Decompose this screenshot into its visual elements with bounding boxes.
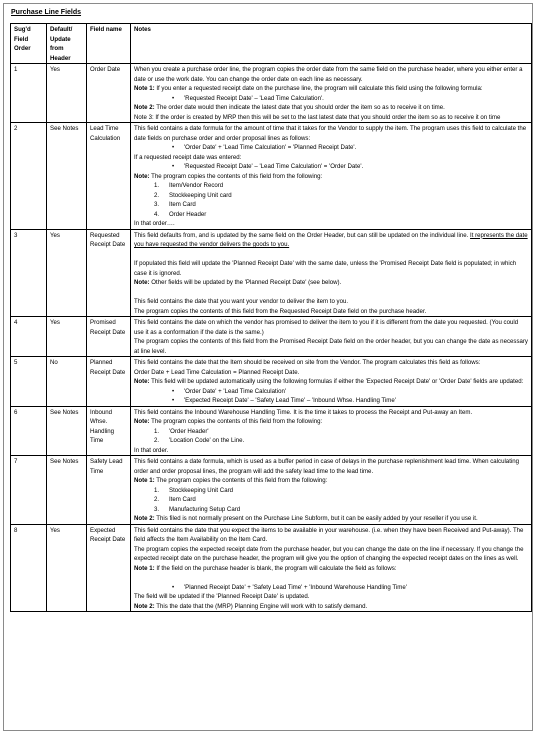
note-label: Note 1: bbox=[134, 85, 155, 92]
bullet-list bbox=[134, 583, 528, 593]
note-text: The program copies the contents of this field from the following: bbox=[149, 418, 323, 425]
note-text: The program copies the contents of this field from the Promised Receipt Date field on the order header, but you can change the date as necessary at line level. bbox=[134, 338, 528, 355]
note-text: This field contains the date that you expect the items to be available in your warehouse. (i.e. when they have been Received and Put-away). The field affects the Item Availability on the Item Card. bbox=[134, 526, 524, 543]
note-paragraph bbox=[134, 602, 528, 612]
numbered-list bbox=[134, 427, 528, 446]
cell-notes bbox=[131, 406, 532, 456]
purchase-line-fields-table bbox=[10, 23, 532, 612]
item-number: 2. bbox=[154, 437, 160, 444]
numbered-item-text: Stockkeeping Unit card bbox=[169, 191, 232, 199]
numbered-item bbox=[134, 436, 528, 446]
note-text: This field contains the date on which the vendor has promised to deliver the item to you if it is different from the date you requested. (You could use it as a conformation if the date is the same.) bbox=[134, 319, 519, 336]
note-paragraph bbox=[134, 446, 528, 456]
cell-field-name: Order Date bbox=[87, 64, 131, 123]
cell-field-name: Expected Receipt Date bbox=[87, 524, 131, 612]
note-paragraph bbox=[134, 259, 528, 278]
header-notes: Notes bbox=[131, 24, 532, 64]
note-paragraph bbox=[134, 476, 528, 486]
cell-default: No bbox=[47, 357, 87, 407]
cell-field-order: 1 bbox=[11, 64, 47, 123]
note-paragraph bbox=[134, 368, 528, 378]
note-label: Note: bbox=[134, 418, 150, 425]
cell-field-order: 8 bbox=[11, 524, 47, 612]
cell-default: See Notes bbox=[47, 406, 87, 456]
note-text: If the field on the purchase header is blank, the program will calculate the field as follows: bbox=[154, 564, 397, 572]
cell-notes bbox=[131, 64, 532, 123]
note-paragraph bbox=[134, 124, 528, 143]
note-text: The program copies the contents of this field from the Requested Receipt Date field on the purchase header. bbox=[134, 307, 427, 315]
note-text: In that order. bbox=[134, 446, 169, 454]
note-label: Note: bbox=[134, 279, 150, 286]
cell-default: Yes bbox=[47, 317, 87, 357]
cell-field-name: Inbound Whse. Handling Time bbox=[87, 406, 131, 456]
blank-line bbox=[134, 250, 528, 260]
cell-field-name: Promised Receipt Date bbox=[87, 317, 131, 357]
cell-field-name: Requested Receipt Date bbox=[87, 229, 131, 317]
table-row bbox=[11, 229, 532, 317]
note-text: If you enter a requested receipt date on the purchase line, the program will calculate this field using the following formula: bbox=[154, 85, 483, 92]
item-number: 4. bbox=[154, 210, 160, 218]
item-number: 1. bbox=[154, 427, 160, 435]
note-text: This field contains the date that you want your vendor to deliver the item to you. bbox=[134, 298, 349, 305]
note-paragraph bbox=[134, 172, 528, 182]
numbered-item-text: Item Card bbox=[169, 201, 196, 208]
bullet-list bbox=[134, 94, 528, 104]
note-paragraph bbox=[134, 103, 528, 113]
table-row bbox=[11, 406, 532, 456]
header-default: Default/ Update from Header bbox=[47, 24, 87, 64]
note-label: Note 2: bbox=[134, 104, 155, 111]
cell-field-name: Lead Time Calculation bbox=[87, 123, 131, 230]
cell-notes bbox=[131, 229, 532, 317]
note-text: When you create a purchase order line, the program copies the order date from the same field on the purchase header, where you either enter a date or use the work date. You can change the order date on each line as necessary. bbox=[134, 66, 523, 83]
note-underlined-text: It represents the date you have requested the vendor delivers the goods to you. bbox=[134, 231, 528, 248]
cell-field-name: Safety Lead Time bbox=[87, 456, 131, 525]
table-row bbox=[11, 456, 532, 525]
note-label: Note: bbox=[134, 378, 150, 385]
numbered-item-text: Item Card bbox=[169, 496, 196, 503]
note-label: Note 2: bbox=[134, 602, 155, 610]
numbered-item bbox=[134, 181, 528, 191]
cell-default: See Notes bbox=[47, 123, 87, 230]
table-body bbox=[11, 64, 532, 612]
cell-default: Yes bbox=[47, 229, 87, 317]
note-text: Order Date + Lead Time Calculation = Planned Receipt Date. bbox=[134, 368, 300, 376]
note-paragraph bbox=[134, 231, 528, 250]
cell-notes bbox=[131, 357, 532, 407]
cell-field-name: Planned Receipt Date bbox=[87, 357, 131, 407]
note-paragraph bbox=[134, 514, 528, 524]
note-paragraph bbox=[134, 278, 528, 288]
note-paragraph bbox=[134, 592, 528, 602]
note-paragraph bbox=[134, 337, 528, 356]
note-text: This field will be updated automatically using the following formulas if either the 'Expected Receipt Date' or 'Order Date' fields are updated: bbox=[149, 378, 524, 385]
table-row bbox=[11, 524, 532, 612]
bullet-item: • 'Expected Receipt Date' – 'Safety Lead Time' – 'Inbound Whse. Handling Time' bbox=[134, 396, 528, 406]
numbered-list bbox=[134, 486, 528, 515]
numbered-item bbox=[134, 191, 528, 201]
numbered-item bbox=[134, 486, 528, 496]
note-text: This filed is not normally present on the Purchase Line Subform, but it can be easily added by your reseller if you use it. bbox=[154, 515, 478, 522]
note-paragraph bbox=[134, 65, 528, 84]
note-text: The program copies the expected receipt date from the purchase header, but you can change the date on the line if necessary. If you change the expected receipt date on the purchase header, the program will give you the option of changing the expected receipt dates on the lines as well. bbox=[134, 545, 524, 562]
note-text: The order date would then indicate the latest date that you should order the item so as to receive it on time. bbox=[154, 104, 445, 111]
item-number: 1. bbox=[154, 486, 160, 494]
table-row bbox=[11, 123, 532, 230]
cell-default: Yes bbox=[47, 64, 87, 123]
numbered-item-text: 'Order Header' bbox=[169, 427, 209, 435]
numbered-item bbox=[134, 200, 528, 210]
cell-field-order: 4 bbox=[11, 317, 47, 357]
note-text: This field defaults from, and is updated by the same field on the Order Header, but can still be updated on the individual line. bbox=[134, 231, 471, 239]
item-number: 3. bbox=[154, 505, 160, 513]
cell-default: See Notes bbox=[47, 456, 87, 525]
note-text: This field contains the Inbound Warehouse Handling Time. It is the time it takes to process the Receipt and Put-away an Item. bbox=[134, 408, 473, 416]
cell-field-order: 7 bbox=[11, 456, 47, 525]
cell-notes bbox=[131, 524, 532, 612]
numbered-item-text: 'Location Code' on the Line. bbox=[169, 437, 245, 444]
note-text: Note 3: If the order is created by MRP then this will be set to the last latest date that you should order the item so as to receive it on time bbox=[134, 113, 501, 121]
note-paragraph bbox=[134, 84, 528, 94]
bullet-item: • 'Order Date' + 'Lead Time Calculation' = 'Planned Receipt Date'. bbox=[134, 143, 528, 153]
blank-line bbox=[134, 573, 528, 583]
bullet-list bbox=[134, 162, 528, 172]
note-paragraph bbox=[134, 545, 528, 564]
note-paragraph bbox=[134, 113, 528, 123]
cell-notes bbox=[131, 317, 532, 357]
note-text: This field contains a date formula for the amount of time that it takes for the Vendor to supply the item. The program uses this field to calculate the date fields on purchase order and order proposal lines as follows: bbox=[134, 125, 527, 142]
bullet-item: • 'Order Date' + 'Lead Time Calculation' bbox=[134, 387, 528, 397]
cell-field-order: 5 bbox=[11, 357, 47, 407]
item-number: 2. bbox=[154, 191, 160, 199]
note-label: Note 2: bbox=[134, 515, 155, 522]
note-label: Note 1: bbox=[134, 477, 155, 484]
item-number: 2. bbox=[154, 496, 160, 503]
note-label: Note 1: bbox=[134, 564, 155, 572]
note-text: The program copies the contents of this field from the following: bbox=[154, 477, 328, 484]
numbered-list bbox=[134, 181, 528, 219]
cell-default: Yes bbox=[47, 524, 87, 612]
note-text: This the date that the (MRP) Planning Engine will work with to satisfy demand. bbox=[154, 602, 368, 610]
bullet-item: • 'Requested Receipt Date' – 'Lead Time Calculation'. bbox=[134, 94, 528, 104]
numbered-item bbox=[134, 495, 528, 505]
note-label: Note: bbox=[134, 172, 150, 180]
note-paragraph bbox=[134, 307, 528, 317]
blank-line bbox=[134, 288, 528, 298]
cell-field-order: 3 bbox=[11, 229, 47, 317]
note-paragraph bbox=[134, 318, 528, 337]
cell-field-order: 2 bbox=[11, 123, 47, 230]
document-page bbox=[3, 3, 533, 731]
note-paragraph bbox=[134, 153, 528, 163]
header-field-name: Field name bbox=[87, 24, 131, 64]
item-number: 3. bbox=[154, 201, 160, 208]
cell-field-order: 6 bbox=[11, 406, 47, 456]
numbered-item bbox=[134, 210, 528, 220]
table-row bbox=[11, 357, 532, 407]
note-text: In that order…. bbox=[134, 220, 175, 227]
note-text: The program copies the contents of this field from the following: bbox=[149, 172, 323, 180]
table-row bbox=[11, 317, 532, 357]
page-title: Purchase Line Fields bbox=[11, 9, 82, 16]
note-text: This field contains a date formula, which is used as a buffer period in case of delays in the purchase replenishment lead time. When calculating order and order proposal lines, the program will add the safety lead time to the lead time. bbox=[134, 458, 520, 475]
note-paragraph bbox=[134, 219, 528, 229]
note-paragraph bbox=[134, 297, 528, 307]
table-header-row bbox=[11, 24, 532, 64]
note-text: Other fields will be updated by the 'Planned Receipt Date' (see below). bbox=[149, 279, 342, 286]
table-row bbox=[11, 64, 532, 123]
note-paragraph bbox=[134, 417, 528, 427]
note-paragraph bbox=[134, 408, 528, 418]
note-text: This field contains the date that the Item should be received on site from the Vendor. The program calculates this field as follows: bbox=[134, 359, 481, 366]
cell-notes bbox=[131, 123, 532, 230]
note-paragraph bbox=[134, 526, 528, 545]
note-text: If populated this field will update the 'Planned Receipt Date' with the same date, unless the 'Promised Receipt Date field is populated; in which case it is ignored. bbox=[134, 260, 517, 277]
note-paragraph bbox=[134, 358, 528, 368]
note-text: If a requested receipt date was entered: bbox=[134, 153, 242, 161]
numbered-item-text: Item/Vendor Record bbox=[169, 182, 224, 189]
bullet-list bbox=[134, 143, 528, 153]
numbered-item bbox=[134, 505, 528, 515]
note-text: The field will be updated if the 'Planned Receipt Date' is updated. bbox=[134, 593, 310, 600]
numbered-item bbox=[134, 427, 528, 437]
header-order: Sug'd Field Order bbox=[11, 24, 47, 64]
numbered-item-text: Order Header bbox=[169, 210, 207, 218]
note-paragraph bbox=[134, 457, 528, 476]
numbered-item-text: Manufacturing Setup Card bbox=[169, 505, 241, 513]
cell-notes bbox=[131, 456, 532, 525]
bullet-item: • 'Requested Receipt Date' – 'Lead Time Calculation' = 'Order Date'. bbox=[134, 162, 528, 172]
note-paragraph bbox=[134, 377, 528, 387]
numbered-item-text: Stockkeeping Unit Card bbox=[169, 486, 234, 494]
item-number: 1. bbox=[154, 182, 160, 189]
bullet-list bbox=[134, 387, 528, 406]
note-paragraph bbox=[134, 564, 528, 574]
bullet-item: • 'Planned Receipt Date' + 'Safety Lead Time' + 'Inbound Warehouse Handling Time' bbox=[134, 583, 528, 593]
